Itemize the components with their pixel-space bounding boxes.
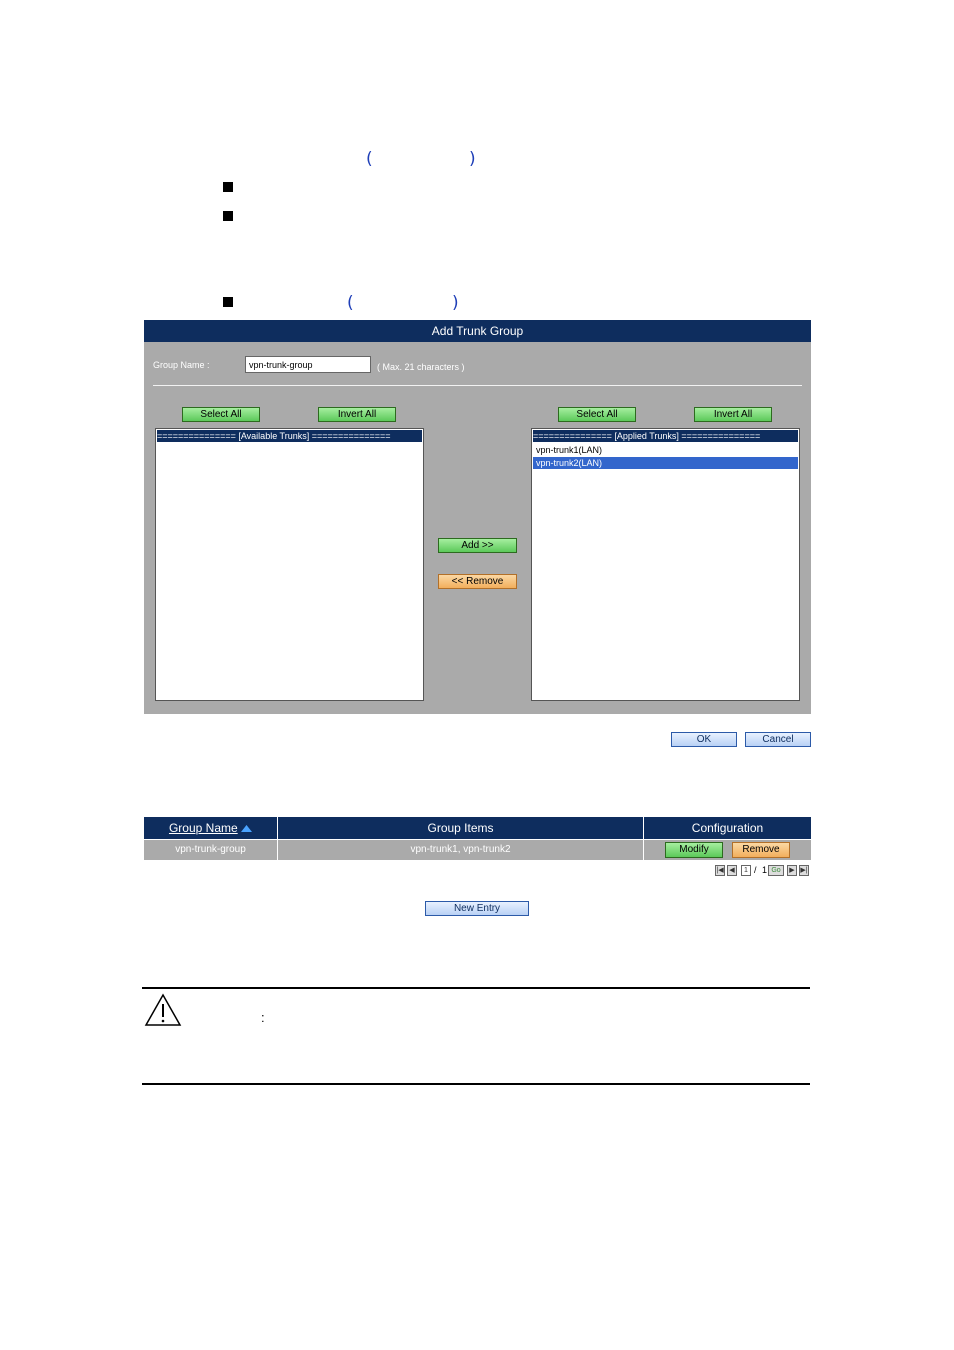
new-entry-button[interactable]: New Entry <box>425 901 529 916</box>
group-name-sort-link[interactable]: Group Name <box>168 821 238 835</box>
prev-page-icon[interactable]: ◀ <box>727 865 737 876</box>
right-select-all-button[interactable]: Select All <box>558 407 636 422</box>
modify-button[interactable]: Modify <box>665 842 723 858</box>
divider <box>153 385 802 386</box>
bullet-square-icon <box>223 297 233 307</box>
warning-bottom-rule <box>142 1083 810 1085</box>
bullet-square-icon <box>223 182 233 192</box>
paren-open: ( <box>347 293 354 313</box>
remove-row-button[interactable]: Remove <box>732 842 790 858</box>
applied-trunk-item-selected[interactable]: vpn-trunk2(LAN) <box>533 457 798 469</box>
paren-close: ) <box>452 293 459 313</box>
available-trunks-header: =============== [Available Trunks] =============== <box>157 430 422 442</box>
remove-button[interactable]: << Remove <box>438 574 517 589</box>
paren-close: ) <box>469 149 476 169</box>
add-button[interactable]: Add >> <box>438 538 517 553</box>
cell-group-items: vpn-trunk1, vpn-trunk2 <box>278 840 644 860</box>
panel-title: Add Trunk Group <box>144 320 811 342</box>
paren-open: ( <box>366 149 373 169</box>
ok-button[interactable]: OK <box>671 732 737 747</box>
column-header-group-items: Group Items <box>278 817 644 839</box>
sort-up-triangle-icon <box>241 825 252 832</box>
applied-trunk-item[interactable]: vpn-trunk1(LAN) <box>536 445 603 455</box>
available-trunks-list[interactable] <box>155 428 424 701</box>
warning-top-rule <box>142 987 810 989</box>
left-select-all-button[interactable]: Select All <box>182 407 260 422</box>
group-name-label: Group Name : <box>153 360 210 370</box>
group-name-input[interactable] <box>245 356 371 373</box>
go-button[interactable]: Go <box>768 865 784 876</box>
bullet-square-icon <box>223 211 233 221</box>
page-number-input[interactable]: 1 <box>741 865 751 876</box>
cell-group-name: vpn-trunk-group <box>144 840 278 860</box>
page-total: 1 <box>762 865 768 875</box>
warning-colon: : <box>261 1010 265 1025</box>
page-separator: / <box>754 865 757 875</box>
last-page-icon[interactable]: ▶| <box>800 867 808 874</box>
applied-trunks-list[interactable] <box>531 428 800 701</box>
add-trunk-group-panel <box>144 320 811 714</box>
warning-triangle-icon <box>144 993 182 1027</box>
left-invert-all-button[interactable]: Invert All <box>318 407 396 422</box>
applied-trunks-header: =============== [Applied Trunks] =============== <box>533 430 798 442</box>
next-page-icon[interactable]: ▶ <box>787 865 797 876</box>
column-header-group-name[interactable] <box>144 817 278 839</box>
cancel-button[interactable]: Cancel <box>745 732 811 747</box>
first-page-icon[interactable]: |◀ <box>716 867 724 874</box>
right-invert-all-button[interactable]: Invert All <box>694 407 772 422</box>
column-header-configuration: Configuration <box>644 817 811 839</box>
cell-configuration <box>644 840 811 860</box>
group-name-hint: ( Max. 21 characters ) <box>377 362 465 372</box>
